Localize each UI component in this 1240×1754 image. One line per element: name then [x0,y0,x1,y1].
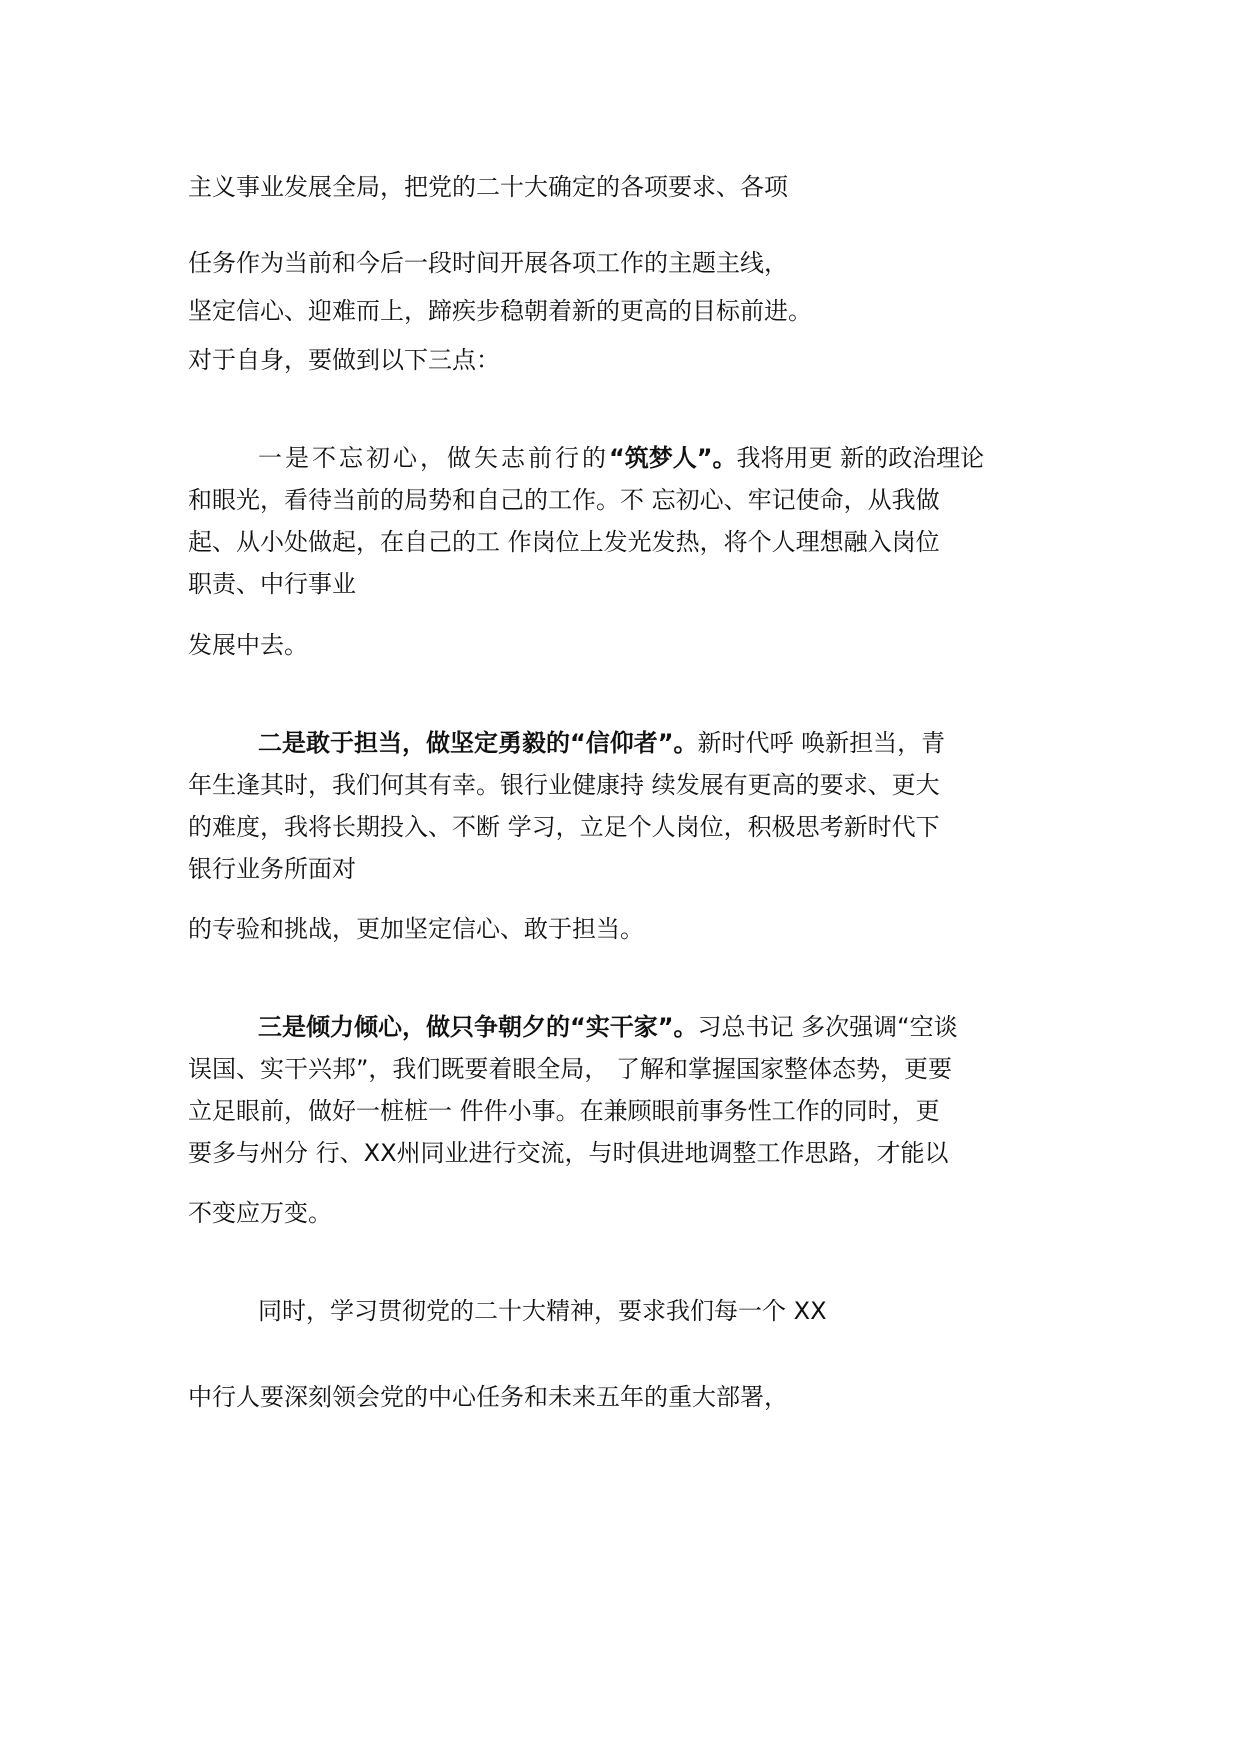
point2-line-3: 的难度，我将长期投入、不断 学习，立足个人岗位，积极思考新时代下 [188,813,940,841]
point3-line-1 [258,1012,958,1042]
point3-line1-rest: 习总书记 多次强调“空谈 [697,1013,958,1041]
point2-heading: 二是敢于担当，做坚定勇毅的“信仰者”。 [258,729,698,757]
point3-line-2: 误国、实干兴邦”，我们既要着眼全局， 了解和掌握国家整体态势，更要 [188,1055,953,1083]
point3-line-4: 要多与州分 行、XX州同业进行交流，与时俱进地调整工作思路，才能以 [188,1139,949,1167]
point1-heading: 一是不忘初心，做矢志前行的 [258,444,609,472]
point3-heading: 三是倾力倾心，做只争朝夕的“实干家”。 [258,1013,698,1041]
point1-line-3: 起、从小处做起，在自己的工 作岗位上发光发热，将个人理想融入岗位 [188,528,940,556]
intro-line-2: 任务作为当前和今后一段时间开展各项工作的主题主线， [188,249,788,277]
point2-line-5: 的专验和挑战，更加坚定信心、敢于担当。 [188,915,644,943]
point2-line-1 [258,728,945,758]
point1-line-4: 职责、中行事业 [188,570,356,598]
point3-line-3: 立足眼前，做好一桩桩一 件件小事。在兼顾眼前事务性工作的同时，更 [188,1097,940,1125]
closing-line-1: 同时，学习贯彻党的二十大精神，要求我们每一个 XX [258,1297,827,1325]
closing-line-2: 中行人要深刻领会党的中心任务和未来五年的重大部署， [188,1383,788,1411]
point2-line-4: 银行业务所面对 [188,855,356,883]
point2-line-2: 年生逢其时，我们何其有幸。银行业健康持 续发展有更高的要求、更大 [188,771,940,799]
point1-line1-rest: 我将用更 新的政治理论 [736,444,985,472]
point1-line-5: 发展中去。 [188,631,308,659]
intro-line-1: 主义事业发展全局，把党的二十大确定的各项要求、各项 [188,173,788,201]
intro-line-4: 对于自身，要做到以下三点： [188,346,500,374]
point2-line1-rest: 新时代呼 唤新担当，青 [697,729,946,757]
point1-line-2: 和眼光，看待当前的局势和自己的工作。不 忘初心、牢记使命，从我做 [188,486,940,514]
point3-line-5: 不变应万变。 [188,1199,332,1227]
point1-line-1 [258,443,984,473]
point1-heading-quote: “筑梦人”。 [609,444,737,472]
intro-line-3: 坚定信心、迎难而上，蹄疾步稳朝着新的更高的目标前进。 [188,297,812,325]
